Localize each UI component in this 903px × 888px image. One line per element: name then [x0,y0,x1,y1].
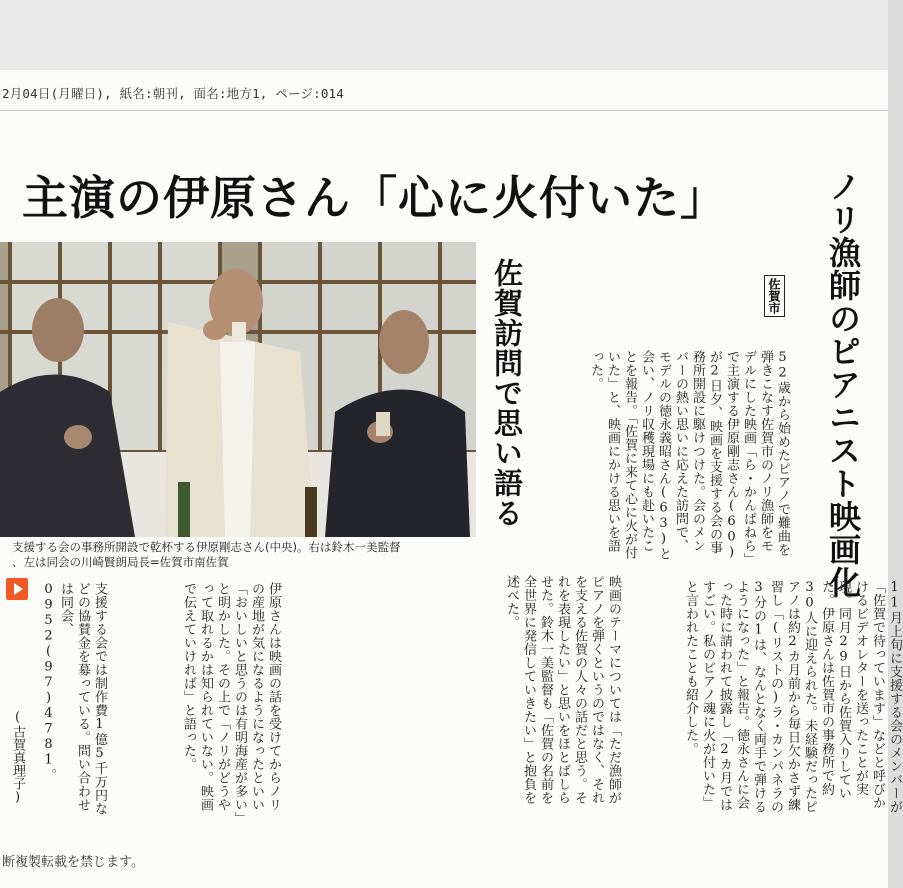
publication-meta-line: 2月04日(月曜日), 紙名:朝刊, 面名:地方1, ページ:014 [2,86,345,101]
article-photo [0,242,476,537]
play-icon[interactable] [6,578,28,600]
place-tag: 佐賀市 [764,275,785,317]
subheadline: 佐賀訪問で思い語る [490,258,524,528]
photo-caption-line: 支援する会の事務所開設で乾杯する伊原剛志さん(中央)。右は鈴木一美監督 [12,540,401,554]
body-column [40,582,108,822]
newspaper-clipping [0,70,902,888]
byline: (古賀真理子) [10,710,25,805]
viewer-top-bar [0,0,888,70]
photo-caption-line: 、左は同会の川崎賢朗局長=佐賀市南佐賀 [12,555,229,569]
body-paragraph: 映画のテーマについては「ただ漁師がピアノを弾くというのではなく、それを支える佐賀の人々の話だと思う。それを表現したい」と思いをほとばしらせた。鈴木一美監督も「佐賀の名前を全世界に発信していきたい」と抱負を述べた。 [504,575,621,805]
kicker-headline: ノリ漁師のピアニスト映画化 [824,170,862,599]
body-column [587,350,791,565]
body-column [180,582,282,822]
body-paragraph: 52歳から始めたピアノで難曲を弾きこなす佐賀市のノリ漁師をモデルにした映画「ら・かんぱねら」で主演する伊原剛志さん(60)が2日夕、映画を支援する会の事務所開設に駆けつけた。会のメンバーの熱い思いに応えた訪問で、モデルの徳永義昭さん(63)と会い、ノリ収穫現場にも赴いたことを報告。「佐賀に来て心に火が付いた」と、映画にかける思いを語った。 [588,350,790,561]
copyright-notice: 断複製転載を禁じます。 [2,855,144,870]
body-paragraph: 支援する会では制作費1億5千万円などの協賛金を募っている。問い合わせは同会、0952(97)4781。 [41,582,107,816]
body-paragraph: 伊原さんは映画の話を受けてからノリの産地が気になるようになったといい「おいしいと思うのは有明海産が多い」と明かした。その上で「ノリがどうやって取れるかは知られていない。映画で伝えていければ」と語った。 [181,582,281,819]
headline: 主演の伊原さん「心に火付いた」 [22,171,727,225]
body-column [682,580,903,820]
body-column [503,575,622,815]
body-paragraph: 11月上旬に支援する会のメンバーが「佐賀で待っています」などと呼びかけるビデオレターを送ったことが実現。同月29日から佐賀入りしていた。伊原さんは佐賀市の事務所で約30人に迎えられた。未経験だったピアノは約2カ月前から毎日欠かさず練習し「(リストの)ラ・カンパネラの3分の1は、なんとなく両手で弾けるようになった」と報告。徳永さんに会った時に請われて披露し「2カ月ではすごい。私のピアノ魂に火が付いた」と言われたことも紹介した。 [683,580,902,814]
photo-caption [12,540,482,570]
top-rule [0,110,888,111]
